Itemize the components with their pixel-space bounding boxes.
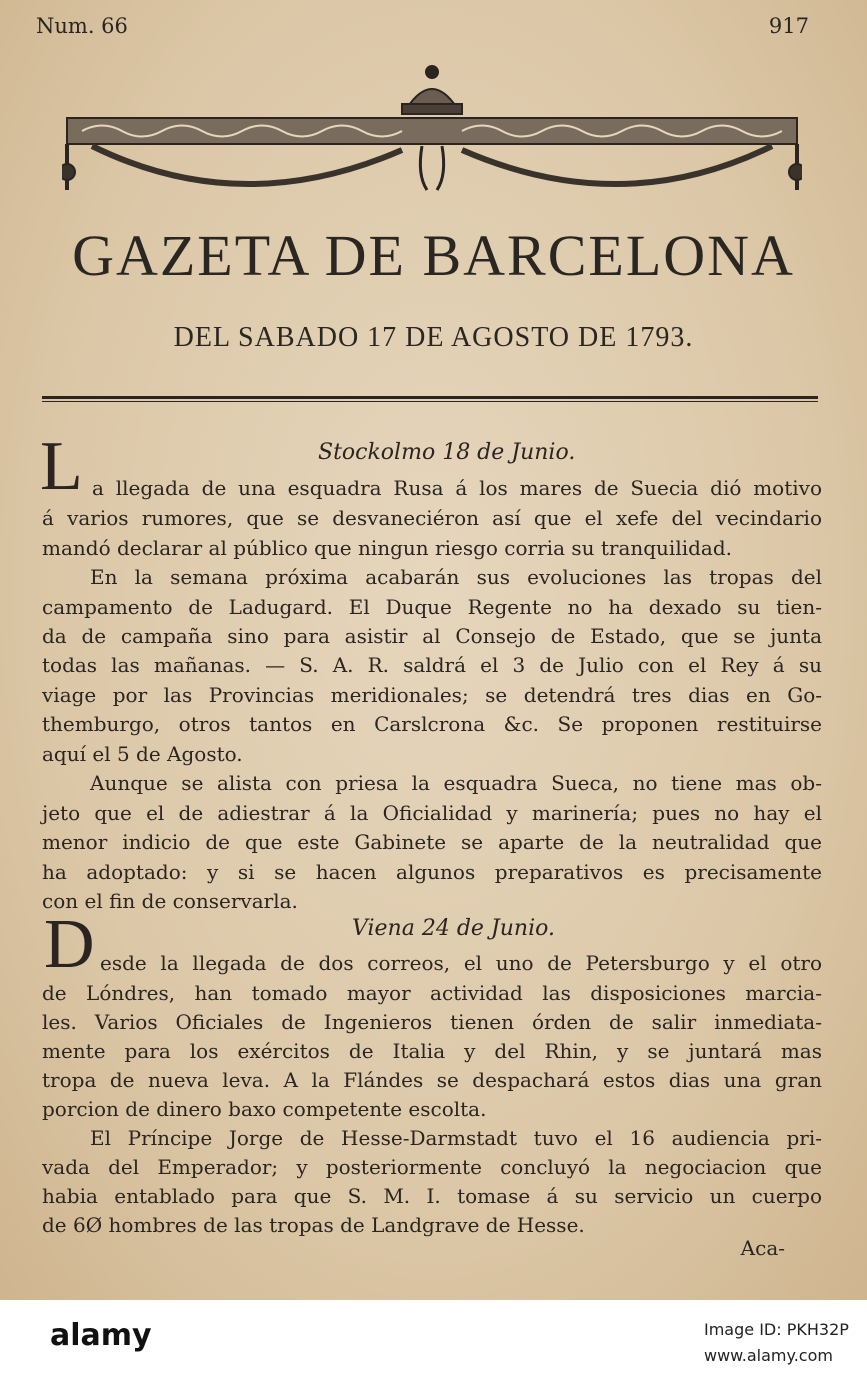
drop-cap: D xyxy=(44,906,95,983)
article-line: porcion de dinero baxo competente escolta. xyxy=(42,1097,487,1121)
article-line: campamento de Ladugard. El Duque Regente no ha dexado su tien- xyxy=(42,595,822,619)
issue-number: Num. 66 xyxy=(36,14,128,38)
article-line: ha adoptado: y si se hacen algunos preparativos es precisamente xyxy=(42,860,822,884)
article-line: todas las mañanas. — S. A. R. saldrá el 3 de Julio con el Rey á su xyxy=(42,653,822,677)
article-line: aquí el 5 de Agosto. xyxy=(42,742,243,766)
article-line: tropa de nueva leva. A la Flándes se despachará estos dias una gran xyxy=(42,1068,822,1092)
article-line: da de campaña sino para asistir al Consejo de Estado, que se junta xyxy=(42,624,822,648)
article-line: themburgo, otros tantos en Carslcrona &c. Se proponen restituirse xyxy=(42,712,822,736)
article-line: viage por las Provincias meridionales; se detendrá tres dias en Go- xyxy=(42,683,822,707)
article-line: les. Varios Oficiales de Ingenieros tienen órden de salir inmediata- xyxy=(42,1010,822,1034)
article-line: con el fin de conservarla. xyxy=(42,889,298,913)
drop-cap: L xyxy=(40,428,83,505)
article-line: de Lóndres, han tomado mayor actividad las disposiciones marcia- xyxy=(42,981,822,1005)
divider-thin xyxy=(42,401,818,402)
article-line: En la semana próxima acabarán sus evoluciones las tropas del xyxy=(90,565,822,589)
issue-dateline: DEL SABADO 17 DE AGOSTO DE 1793. xyxy=(173,322,694,353)
article-line: El Príncipe Jorge de Hesse-Darmstadt tuvo el 16 audiencia pri- xyxy=(90,1126,822,1150)
site-url: www.alamy.com xyxy=(704,1346,833,1365)
article-line: habia entablado para que S. M. I. tomase á su servicio un cuerpo xyxy=(42,1184,822,1208)
article-line: vada del Emperador; y posteriormente concluyó la negociacion que xyxy=(42,1155,822,1179)
crown-garland-ornament-icon xyxy=(62,60,802,210)
image-id: Image ID: PKH32P xyxy=(704,1320,849,1339)
article-line: esde la llegada de dos correos, el uno de Petersburgo y el otro xyxy=(100,951,822,975)
section-place-date: Viena 24 de Junio. xyxy=(352,916,555,941)
article-line: jeto que el de adiestrar á la Oficialidad y marinería; pues no hay el xyxy=(42,801,822,825)
divider xyxy=(42,396,818,399)
masthead-title: GAZETA DE BARCELONA xyxy=(72,223,795,288)
article-line: a llegada de una esquadra Rusa á los mares de Suecia dió motivo xyxy=(92,476,822,500)
page-number: 917 xyxy=(768,14,809,38)
article-line: á varios rumores, que se desvaneciéron así que el xefe del vecindario xyxy=(42,506,822,530)
article-line: mente para los exércitos de Italia y del Rhin, y se juntará mas xyxy=(42,1039,822,1063)
article-line: de 6Ø hombres de las tropas de Landgrave de Hesse. xyxy=(42,1213,585,1237)
section-place-date: Stockolmo 18 de Junio. xyxy=(318,440,576,465)
catchword: Aca- xyxy=(740,1236,785,1260)
brand-logo: alamy xyxy=(50,1318,152,1353)
article-line: Aunque se alista con priesa la esquadra Sueca, no tiene mas ob- xyxy=(90,771,822,795)
article-line: mandó declarar al público que ningun riesgo corria su tranquilidad. xyxy=(42,536,733,560)
article-line: menor indicio de que este Gabinete se aparte de la neutralidad que xyxy=(42,830,822,854)
